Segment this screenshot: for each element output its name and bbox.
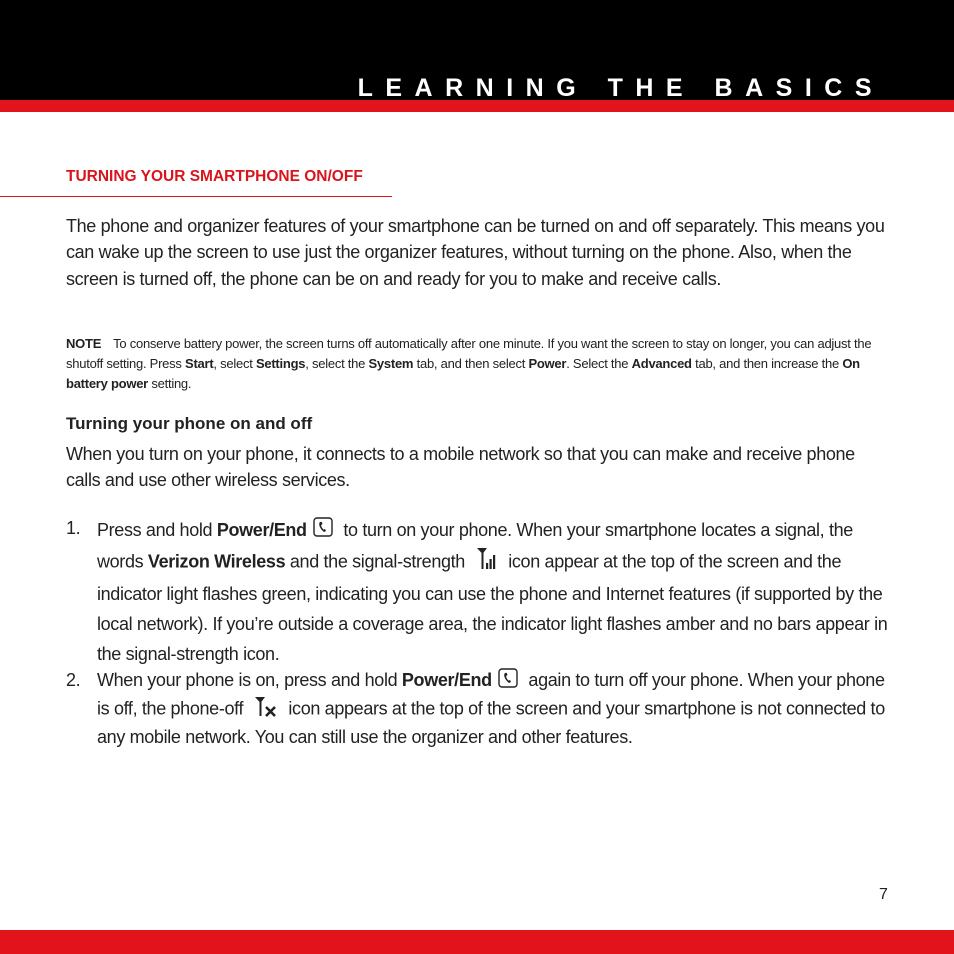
note-text: , select the bbox=[305, 356, 369, 371]
note-bold-on-battery-power: On battery power bbox=[66, 356, 860, 391]
note-label: NOTE bbox=[66, 336, 102, 351]
step-text: and the signal-strength bbox=[285, 551, 470, 572]
power-end-icon bbox=[313, 516, 333, 546]
step-text: When your phone is on, press and hold bbox=[97, 670, 402, 690]
section-title: TURNING YOUR SMARTPHONE ON/OFF bbox=[66, 168, 363, 185]
note-text: setting. bbox=[148, 376, 192, 391]
page-number: 7 bbox=[879, 886, 888, 903]
note-bold-start: Start bbox=[185, 356, 214, 371]
step-text: again to turn off your phone. When your phone is off, the phone-off bbox=[97, 670, 885, 719]
intro-paragraph: The phone and organizer features of your smartphone can be turned on and off separately. This means you can wake up the screen to use just the organizer features, without turning on the phone. Also, when the screen is turned off, the phone can be on and ready for you to make and receive calls. bbox=[66, 216, 885, 289]
verizon-wireless-label: Verizon Wireless bbox=[147, 551, 286, 572]
power-end-icon bbox=[498, 668, 518, 695]
step-text: Press and hold bbox=[97, 520, 217, 540]
power-end-label: Power/End bbox=[216, 520, 307, 540]
note-text: , select bbox=[213, 356, 256, 371]
signal-strength-icon bbox=[476, 546, 498, 579]
subheading: Turning your phone on and off bbox=[66, 414, 313, 433]
list-item bbox=[66, 667, 896, 750]
list-item-body bbox=[97, 515, 896, 669]
list-number: 1. bbox=[66, 518, 81, 538]
list-item-body bbox=[97, 667, 896, 750]
chapter-title: LEARNING THE BASICS bbox=[357, 74, 884, 102]
list-item bbox=[66, 515, 896, 669]
step-text: icon appears at the top of the screen and your smartphone is not connected to any mobile network. You can still use the organizer and other features. bbox=[97, 698, 885, 748]
section-underline bbox=[0, 196, 392, 197]
step-text: to turn on your phone. When your smartphone locates a signal, the words bbox=[97, 520, 853, 572]
note-bold-settings: Settings bbox=[255, 356, 306, 371]
list-number: 2. bbox=[66, 670, 81, 690]
step-text: icon appear at the top of the screen and the indicator light flashes green, indicating you can use the phone and Internet features (if supported by the local network). If you’re outside a coverage area, the indicator light flashes amber and no bars appear in the signal-strength icon. bbox=[97, 551, 888, 665]
note-text: tab, and then increase the bbox=[691, 356, 843, 371]
note-bold-power: Power bbox=[528, 356, 567, 371]
note-block bbox=[66, 334, 896, 394]
connect-paragraph: When you turn on your phone, it connects to a mobile network so that you can make and receive phone calls and use other wireless services. bbox=[66, 444, 855, 491]
power-end-label: Power/End bbox=[401, 670, 492, 690]
note-bold-system: System bbox=[368, 356, 414, 371]
phone-off-icon bbox=[254, 695, 278, 724]
footer-stripe bbox=[0, 930, 954, 954]
note-text: . Select the bbox=[566, 356, 632, 371]
note-text: To conserve battery power, the screen turns off automatically after one minute. If you want the screen to stay on longer, you can adjust the shutoff setting. Press bbox=[66, 336, 872, 371]
note-text: tab, and then select bbox=[413, 356, 529, 371]
note-bold-advanced: Advanced bbox=[631, 356, 692, 371]
